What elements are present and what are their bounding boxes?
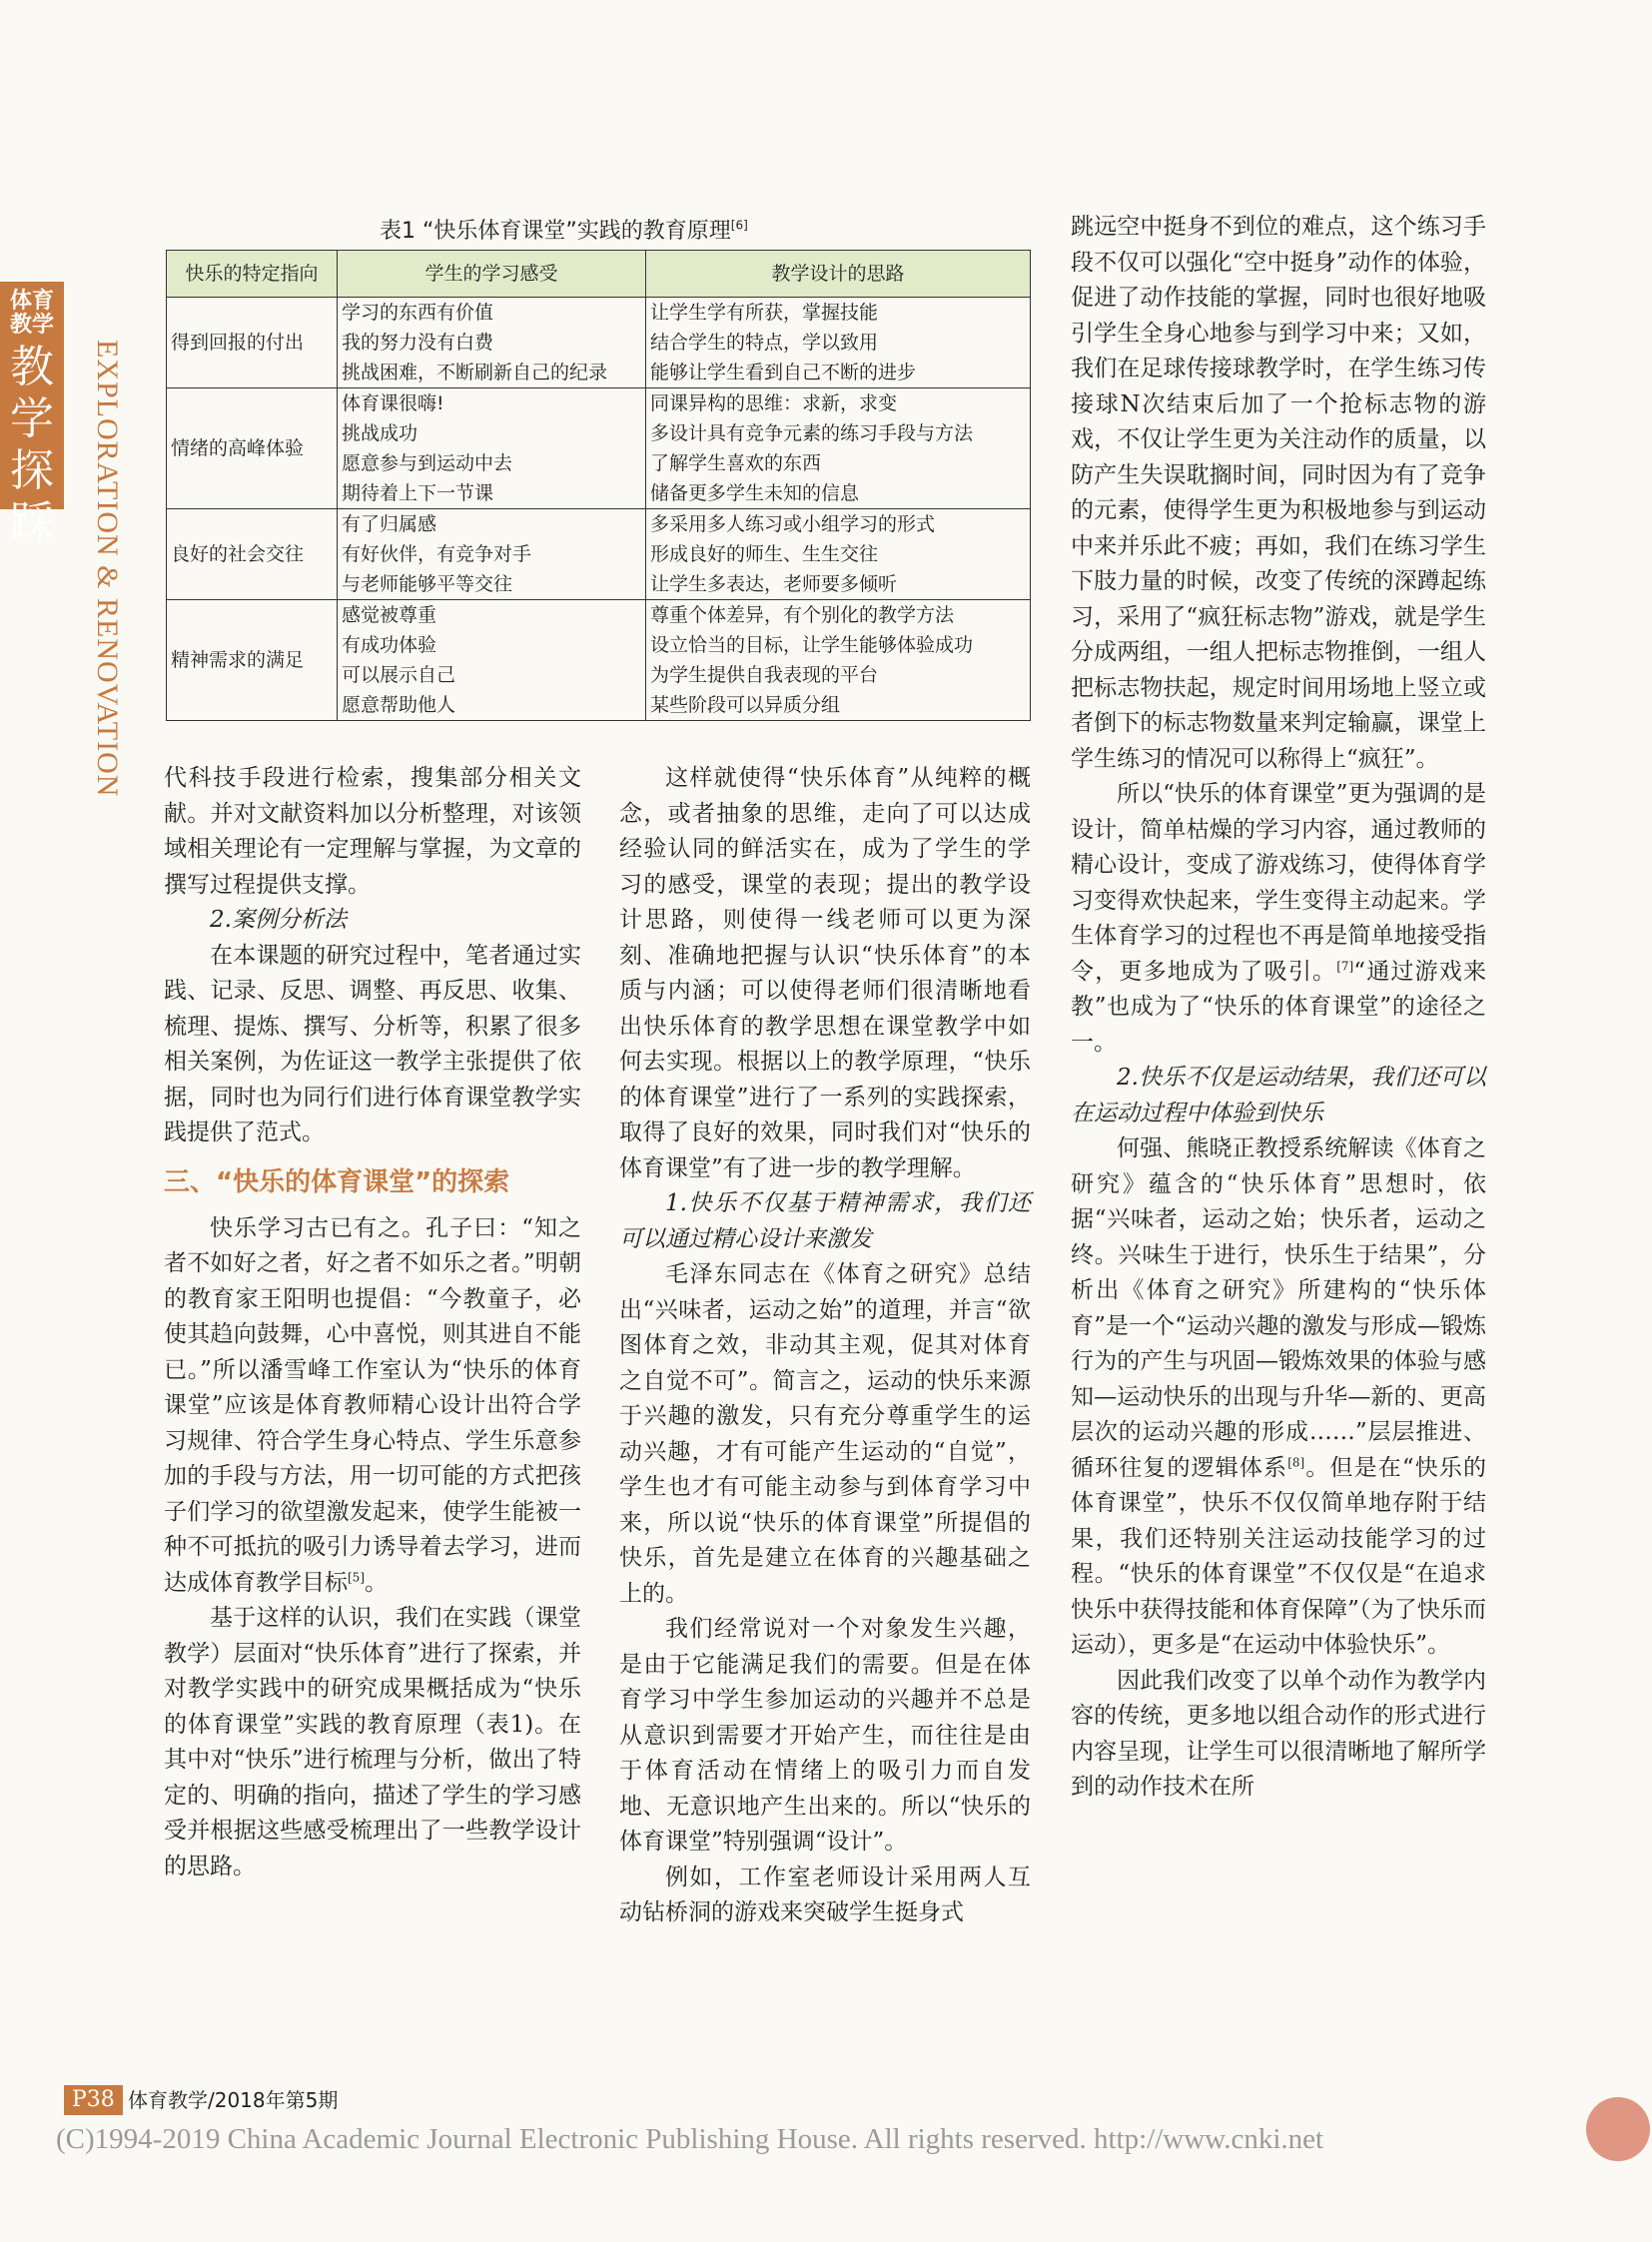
principles-table (166, 250, 1031, 721)
subheading: 2.快乐不仅是运动结果，我们还可以在运动过程中体验到快乐 (1071, 1065, 1486, 1126)
table-cell-key: 良好的社会交往 (167, 509, 338, 600)
table-cell-design: 多采用多人练习或小组学习的形式 形成良好的师生、生生交往 让学生多表达，老师要多倾听 (646, 509, 1031, 600)
paragraph: 快乐学习古已有之。孔子曰：“知之者不如好之者，好之者不如乐之者。”明朝的教育家王阳明也提倡：“今教童子，必使其趋向鼓舞，心中喜悦，则其进自不能已。”所以潘雪峰工作室认为“快乐的体育课堂”应该是体育教师精心设计出符合学习规律、符合学生身心特点、学生乐意参加的手段与方法，用一切可能的方式把孩子们学习的欲望激发起来，使学生能被一种不可抵抗的吸引力诱导着去学习，进而达成体育教学目标[5]。 (164, 1214, 581, 1596)
paragraph: 因此我们改变了以单个动作为教学内容的传统，更多地以组合动作的形式进行内容呈现，让学生可以很清晰地了解所学到的动作技术在所 (1071, 1667, 1486, 1800)
table-header-cell: 快乐的特定指向 (167, 251, 338, 298)
table-header-cell: 教学设计的思路 (646, 251, 1031, 298)
section-title: 教学 探 踩 (10, 342, 54, 548)
paragraph: 跳远空中挺身不到位的难点，这个练习手段不仅可以强化“空中挺身”动作的体验，促进了动作技能的掌握，同时也很好地吸引学生全身心地参与到学习中来；又如，我们在足球传接球教学时，在学生练习传接球N次结束后加了一个抢标志物的游戏，不仅让学生更为关注动作的质量，以防产生失误耽搁时间，同时因为有了竞争的元素，使得学生更为积极地参与到运动中来并乐此不疲；再如，我们在练习学生下肢力量的时候，改变了传统的深蹲起练习，采用了“疯狂标志物”游戏，就是学生分成两组，一组人把标志物推倒，一组人把标志物扶起，规定时间用场地上竖立或者倒下的标志物数量来判定输赢，课堂上学生练习的情况可以称得上“疯狂”。 (1071, 214, 1486, 772)
magazine-logo: 体育 教学 (9, 289, 54, 338)
paragraph: 所以“快乐的体育课堂”更为强调的是设计，简单枯燥的学习内容，通过教师的精心设计，变成了游戏练习，使得体育学习变得欢快起来，学生变得主动起来。学生体育学习的过程也不再是简单地接受指令，更多地成为了吸引。[7]“通过游戏来教”也成为了“快乐的体育课堂”的途径之一。 (1071, 781, 1487, 1056)
table-row (167, 509, 1031, 600)
table-caption-ref: [6] (730, 218, 748, 233)
table-cell-key: 精神需求的满足 (167, 600, 338, 721)
table-row (167, 298, 1031, 388)
paragraph: 这样就使得“快乐体育”从纯粹的概念，或者抽象的思维，走向了可以达成经验认同的鲜活实在，成为了学生的学习的感受，课堂的表现；提出的教学设计思路，则使得一线老师可以更为深刻、准确地把握与认识“快乐体育”的本质与内涵；可以使得老师们很清晰地看出快乐体育的教学思想在课堂教学中如何去实现。根据以上的教学原理，“快乐的体育课堂”进行了一系列的实践探索，取得了良好的效果，同时我们对“快乐的体育课堂”有了进一步的教学理解。 (619, 765, 1031, 1181)
table-cell-feel: 学习的东西有价值 我的努力没有白费 挑战困难，不断刷新自己的纪录 (338, 298, 646, 388)
paragraph: 毛泽东同志在《体育之研究》总结出“兴味者，运动之始”的道理，并言“欲图体育之效，非动其主观，促其对体育之自觉不可”。简言之，运动的快乐来源于兴趣的激发，只有充分尊重学生的运动兴趣，才有可能产生运动的“自觉”，学生也才有可能主动参与到体育学习中来，所以说“快乐的体育课堂”所提倡的快乐，首先是建立在体育的兴趣基础之上的。 (619, 1261, 1031, 1607)
subheading: 1.快乐不仅基于精神需求，我们还可以通过精心设计来激发 (619, 1190, 1031, 1252)
table-row (167, 600, 1031, 721)
paragraph: 例如，工作室老师设计采用两人互动钻桥洞的游戏来突破学生挺身式 (619, 1864, 1031, 1925)
text-column-3 (1071, 210, 1486, 1806)
citation-ref: [8] (1287, 1454, 1305, 1469)
table-cell-design: 同课异构的思维：求新，求变 多设计具有竞争元素的练习手段与方法 了解学生喜欢的东西 储备更多学生未知的信息 (646, 388, 1031, 509)
table-cell-key: 得到回报的付出 (167, 298, 338, 388)
section-heading: 三、“快乐的体育课堂”的探索 (164, 1166, 510, 1197)
copyright-notice: (C)1994-2019 China Academic Journal Electronic Publishing House. All rights reserved. http://www.cnki.net (56, 2123, 1324, 2155)
table-row (167, 388, 1031, 509)
text-column-2 (619, 761, 1031, 1931)
table-cell-design: 尊重个体差异，有个别化的教学方法 设立恰当的目标，让学生能够体验成功 为学生提供自我表现的平台 某些阶段可以异质分组 (646, 600, 1031, 721)
table-cell-feel: 有了归属感 有好伙伴，有竞争对手 与老师能够平等交往 (338, 509, 646, 600)
paragraph: 代科技手段进行检索，搜集部分相关文献。并对文献资料加以分析整理，对该领域相关理论有一定理解与掌握，为文章的撰写过程提供支撑。 (164, 765, 581, 898)
page-number: P38 (64, 2085, 123, 2115)
citation-ref: [7] (1336, 958, 1354, 973)
paragraph: 基于这样的认识，我们在实践（课堂教学）层面对“快乐体育”进行了探索，并对教学实践中的研究成果概括成为“快乐的体育课堂”实践的教育原理（表1)。在其中对“快乐”进行梳理与分析，做出了特定的、明确的指向，描述了学生的学习感受并根据这些感受梳理出了一些教学设计的思路。 (164, 1605, 581, 1879)
journal-issue: 体育教学/2018年第5期 (128, 2088, 339, 2112)
table-caption: 表1 “快乐体育课堂”实践的教育原理[6] (380, 218, 748, 244)
citation-ref: [5] (348, 1569, 365, 1584)
section-english-label: EXPLORATION & RENOVATION (91, 340, 124, 798)
subheading: 2.案例分析法 (210, 907, 347, 933)
seal-icon (1586, 2097, 1650, 2161)
paragraph: 在本课题的研究过程中，笔者通过实践、记录、反思、调整、再反思、收集、梳理、提炼、撰写、分析等，积累了很多相关案例，为佐证这一教学主张提供了依据，同时也为同行们进行体育课堂教学实践提供了范式。 (164, 942, 581, 1145)
table-cell-feel: 体育课很嗨! 挑战成功 愿意参与到运动中去 期待着上下一节课 (338, 388, 646, 509)
table-cell-feel: 感觉被尊重 有成功体验 可以展示自己 愿意帮助他人 (338, 600, 646, 721)
table-header-row (167, 251, 1031, 298)
paragraph: 我们经常说对一个对象发生兴趣，是由于它能满足我们的需要。但是在体育学习中学生参加运动的兴趣并不总是从意识到需要才开始产生，而往往是由于体育活动在情绪上的吸引力而自发地、无意识地产生出来的。所以“快乐的体育课堂”特别强调“设计”。 (619, 1616, 1031, 1855)
section-tab (0, 282, 64, 548)
table-cell-design: 让学生学有所获，掌握技能 结合学生的特点，学以致用 能够让学生看到自己不断的进步 (646, 298, 1031, 388)
table-cell-key: 情绪的高峰体验 (167, 388, 338, 509)
text-column-1 (164, 761, 581, 1884)
paragraph: 何强、熊晓正教授系统解读《体育之研究》蕴含的“快乐体育”思想时，依据“兴味者，运动之始；快乐者，运动之终。兴味生于进行，快乐生于结果”，分析出《体育之研究》所建构的“快乐体育”是一个“运动兴趣的激发与形成—锻炼行为的产生与巩固—锻炼效果的体验与感知—运动快乐的出现与升华—新的、更高层次的运动兴趣的形成……”层层推进、循环往复的逻辑体系[8]。但是在“快乐的体育课堂”，快乐不仅仅简单地存附于结果，我们还特别关注运动技能学习的过程。“快乐的体育课堂”不仅仅是“在追求快乐中获得技能和体育保障”（为了快乐而运动），更多是“在运动中体验快乐”。 (1071, 1135, 1486, 1658)
table-header-cell: 学生的学习感受 (338, 251, 646, 298)
